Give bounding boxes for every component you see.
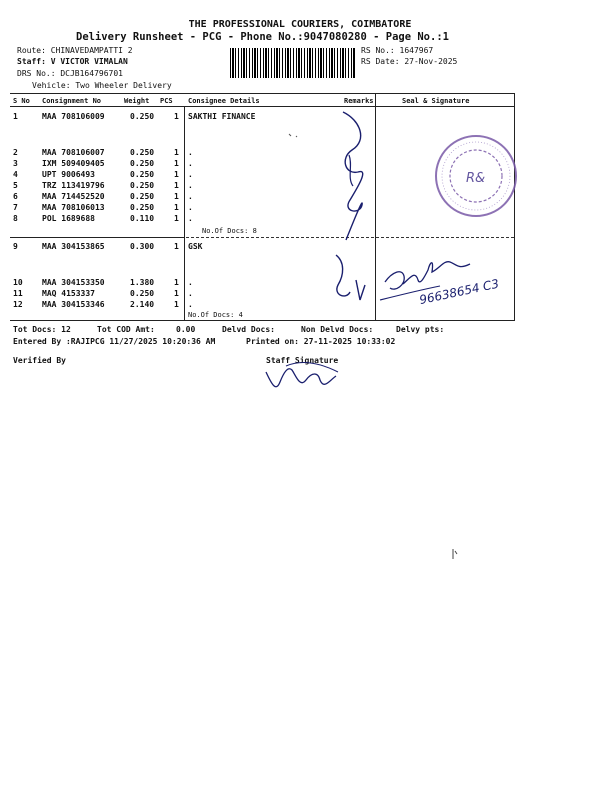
total-cod-label: Tot COD Amt: xyxy=(97,325,155,334)
row-serial-number: 6 xyxy=(13,192,18,201)
delivered-docs: Delvd Docs: xyxy=(222,325,275,334)
row-serial-number: 11 xyxy=(13,289,23,298)
row-weight: 0.250 xyxy=(130,203,155,212)
row-consignee: . xyxy=(188,148,193,157)
row-serial-number: 12 xyxy=(13,300,23,309)
row-pieces: 1 xyxy=(174,192,179,201)
col-consignee: Consignee Details xyxy=(188,97,260,105)
row-serial-number: 10 xyxy=(13,278,23,287)
row-weight: 0.250 xyxy=(130,112,155,121)
row-consignment-number: MAA 708106007 xyxy=(42,148,105,157)
row-consignee: . xyxy=(188,203,193,212)
row-consignee: . xyxy=(188,159,193,168)
col-pcs: PCS xyxy=(160,97,173,105)
staff-signature-stroke xyxy=(266,369,336,387)
staff-label: Staff: V VICTOR VIMALAN xyxy=(17,57,128,66)
row-serial-number: 4 xyxy=(13,170,18,179)
row-serial-number: 9 xyxy=(13,242,18,251)
delivery-points: Delvy pts: xyxy=(396,325,445,334)
row-consignee: . xyxy=(188,214,193,223)
row-pieces: 1 xyxy=(174,148,179,157)
row-consignee: . xyxy=(188,300,193,309)
row-weight: 0.250 xyxy=(130,289,155,298)
stamp-initials: R& xyxy=(466,171,486,186)
row-weight: 0.250 xyxy=(130,192,155,201)
row-weight: 0.250 xyxy=(130,159,155,168)
row-pieces: 1 xyxy=(174,278,179,287)
row-pieces: 1 xyxy=(174,242,179,251)
row-weight: 2.140 xyxy=(130,300,155,309)
row-consignment-number: MAA 304153350 xyxy=(42,278,105,287)
total-docs: Tot Docs: 12 xyxy=(13,325,71,334)
row-pieces: 1 xyxy=(174,289,179,298)
row-pieces: 1 xyxy=(174,214,179,223)
row-pieces: 1 xyxy=(174,170,179,179)
staff-signature-stroke xyxy=(286,363,338,372)
row-pieces: 1 xyxy=(174,112,179,121)
row-weight: 0.250 xyxy=(130,170,155,179)
row-serial-number: 5 xyxy=(13,181,18,190)
vehicle-label: Vehicle: Two Wheeler Delivery xyxy=(32,81,172,90)
row-consignee: . xyxy=(188,181,193,190)
row-consignment-number: UPT 9006493 xyxy=(42,170,95,179)
row-serial-number: 1 xyxy=(13,112,18,121)
stray-mark xyxy=(453,549,457,559)
route-label: Route: CHINAVEDAMPATTI 2 xyxy=(17,46,133,55)
entered-by: Entered By :RAJIPCG 11/27/2025 10:20:36 AM xyxy=(13,337,216,346)
staff-signature-label: Staff Signature xyxy=(266,356,339,365)
row-consignee: SAKTHI FINANCE xyxy=(188,112,256,121)
row-weight: 0.110 xyxy=(130,214,155,223)
row-serial-number: 2 xyxy=(13,148,18,157)
company-stamp xyxy=(436,136,516,216)
printed-on: Printed on: 27-11-2025 10:33:02 xyxy=(246,337,396,346)
row-consignment-number: IXM 509409405 xyxy=(42,159,105,168)
row-weight: 0.300 xyxy=(130,242,155,251)
handwritten-phone: 96638654 C3 xyxy=(418,276,501,308)
row-consignment-number: MAA 708106009 xyxy=(42,112,105,121)
row-consignment-number: MAA 304153346 xyxy=(42,300,105,309)
row-consignee: . xyxy=(188,192,193,201)
rs-number: RS No.: 1647967 xyxy=(361,46,434,55)
row-consignee: GSK xyxy=(188,242,203,251)
row-consignee: . xyxy=(188,289,193,298)
row-consignment-number: MAA 714452520 xyxy=(42,192,105,201)
row-pieces: 1 xyxy=(174,159,179,168)
col-seal-signature: Seal & Signature xyxy=(402,97,470,105)
col-consignment: Consignment No xyxy=(42,97,102,105)
group-doc-count: No.Of Docs: 8 xyxy=(202,227,257,235)
row-serial-number: 7 xyxy=(13,203,18,212)
page-title: THE PROFESSIONAL COURIERS, COIMBATORE xyxy=(188,19,412,30)
stray-mark xyxy=(289,134,297,137)
row-pieces: 1 xyxy=(174,181,179,190)
col-sno: S No xyxy=(13,97,30,105)
drs-label: DRS No.: DCJB164796701 xyxy=(17,69,123,78)
row-pieces: 1 xyxy=(174,300,179,309)
row-consignment-number: MAA 708106013 xyxy=(42,203,105,212)
row-serial-number: 8 xyxy=(13,214,18,223)
row-weight: 0.250 xyxy=(130,148,155,157)
total-cod-value: 0.00 xyxy=(176,325,196,334)
page-subtitle: Delivery Runsheet - PCG - Phone No.:9047080280 - Page No.:1 xyxy=(76,31,449,43)
signature-stroke xyxy=(336,255,365,300)
row-consignee: . xyxy=(188,278,193,287)
row-weight: 1.380 xyxy=(130,278,155,287)
row-serial-number: 3 xyxy=(13,159,18,168)
row-consignment-number: POL 1689688 xyxy=(42,214,95,223)
signature-stroke xyxy=(343,112,363,240)
verified-by: Verified By xyxy=(13,356,66,365)
row-consignee: . xyxy=(188,170,193,179)
non-delivered-docs: Non Delvd Docs: xyxy=(301,325,374,334)
group-doc-count: No.Of Docs: 4 xyxy=(188,311,243,319)
col-remarks: Remarks xyxy=(344,97,374,105)
col-weight: Weight xyxy=(124,97,150,105)
row-consignment-number: TRZ 113419796 xyxy=(42,181,105,190)
row-consignment-number: MAA 304153865 xyxy=(42,242,105,251)
row-weight: 0.250 xyxy=(130,181,155,190)
row-consignment-number: MAQ 4153337 xyxy=(42,289,95,298)
row-pieces: 1 xyxy=(174,203,179,212)
rs-date: RS Date: 27-Nov-2025 xyxy=(361,57,458,66)
